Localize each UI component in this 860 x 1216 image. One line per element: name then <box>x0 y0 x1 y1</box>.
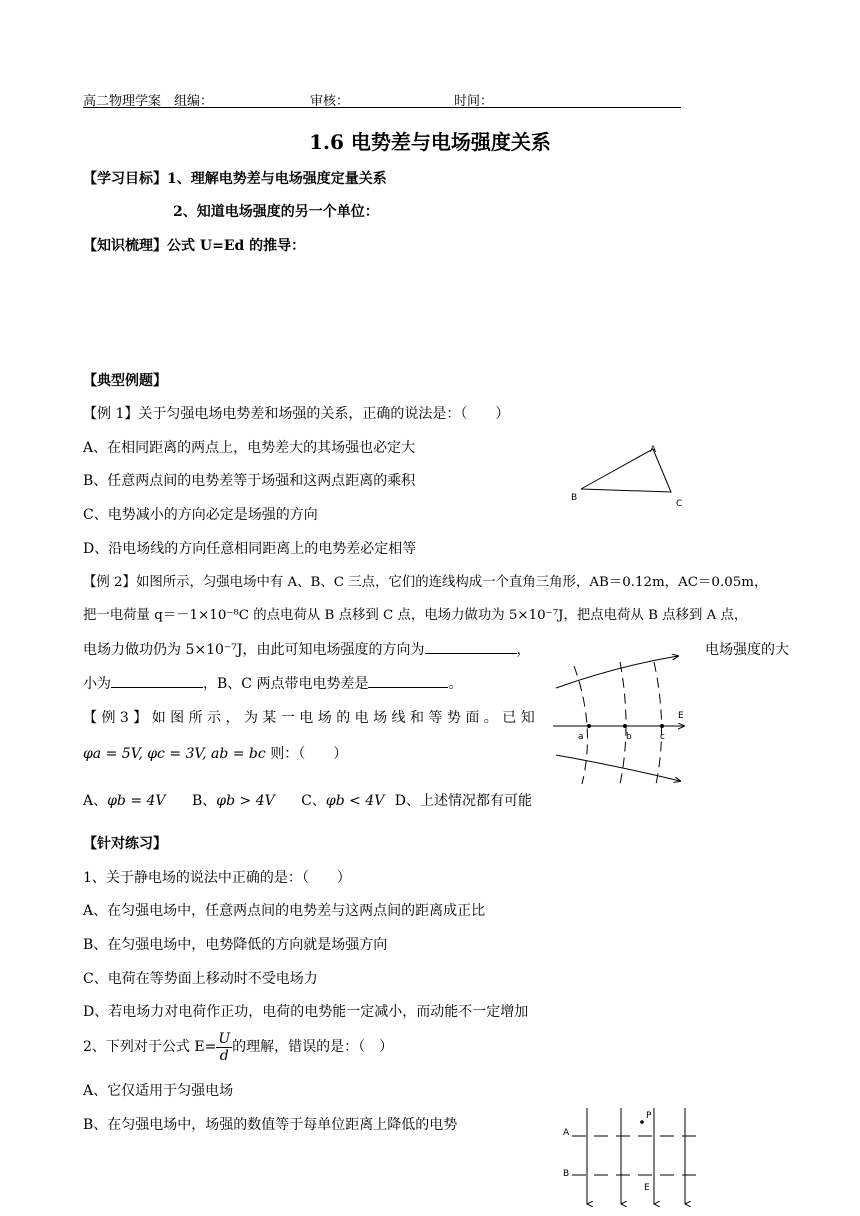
triangle-label-b: B <box>571 493 578 503</box>
q2-stem-pre: 2、下列对于公式 E= <box>83 1039 217 1055</box>
ex1-option-a: A、在相同距离的两点上，电势差大的其场强也必定大 <box>83 440 416 456</box>
header-time: 时间： <box>454 94 494 109</box>
ex1-option-d: D、沿电场线的方向任意相同距离上的电势差必定相等 <box>83 541 417 557</box>
ex3-condition-math: φa = 5V, φc = 3V, ab = bc <box>83 746 266 762</box>
ex3-line1: 【 例 3 】 如 图 所 示 ， 为 某 一 电 场 的 电 场 线 和 等 势 面 。 已 知 <box>83 710 535 726</box>
ex2-line3-text: 电场力做功仍为 5×10⁻⁷J，由此可知电场强度的方向为 <box>83 642 425 658</box>
point-c-label: c <box>660 732 665 742</box>
answer-blank-potential[interactable] <box>368 687 448 688</box>
ex3-options <box>83 792 532 810</box>
ex2-line3-tail: 电场强度的大 <box>705 642 789 658</box>
objectives-label: 【学习目标】 <box>83 171 167 187</box>
field-lines-figure <box>548 658 693 786</box>
objectives-line1 <box>83 170 387 188</box>
q1-option-a: A、在匀强电场中，任意两点间的电势差与这两点间的距离成正比 <box>83 903 486 919</box>
ex3-option-a: φb = 4V <box>107 793 166 809</box>
triangle-label-a: A <box>650 445 657 455</box>
ex2-line4-mid: ，B、C 两点带电电势差是 <box>203 676 369 692</box>
ex1-option-b: B、任意两点间的电势差等于场强和这两点距离的乘积 <box>83 473 416 489</box>
answer-blank-direction[interactable] <box>425 653 517 654</box>
objective-2: 2、知道电场强度的另一个单位： <box>173 204 379 220</box>
point-a-label: a <box>578 732 584 742</box>
q1-option-c: C、电荷在等势面上移动时不受电场力 <box>83 971 318 987</box>
ex3-condition <box>83 745 347 763</box>
ex2-line3 <box>83 641 531 659</box>
answer-blank-magnitude[interactable] <box>111 687 203 688</box>
header-left: 高二物理学案 组编： <box>83 94 214 109</box>
ex1-stem: 【例 1】关于匀强电场电势差和场强的关系，正确的说法是：（ ） <box>83 406 510 422</box>
grid-label-a: A <box>563 1128 570 1138</box>
grid-label-b: B <box>563 1169 570 1179</box>
ex1-option-c: C、电势减小的方向必定是场强的方向 <box>83 507 318 523</box>
ex2-line1: 【例 2】如图所示，匀强电场中有 A、B、C 三点，它们的连线构成一个直角三角形，AB＝0.12m，AC＝0.05m， <box>83 575 768 590</box>
ex2-line4-text: 小为 <box>83 676 111 692</box>
ex3-option-c: φb < 4V <box>325 793 385 809</box>
q1-option-b: B、在匀强电场中，电势降低的方向就是场强方向 <box>83 937 388 953</box>
page-header <box>83 90 681 108</box>
objective-1: 1、理解电势差与电场强度定量关系 <box>167 171 387 187</box>
grid-label-e: E <box>644 1183 650 1193</box>
examples-heading: 【典型例题】 <box>83 373 167 389</box>
ex3-option-d: D、上述情况都有可能 <box>394 793 532 809</box>
point-b-label: b <box>626 732 632 742</box>
ex3-option-b: φb > 4V <box>216 793 275 809</box>
ex2-period: 。 <box>448 676 463 692</box>
field-e-label: E <box>678 711 684 721</box>
practice-heading: 【针对练习】 <box>83 836 167 852</box>
q1-stem: 1、关于静电场的说法中正确的是：（ ） <box>83 870 351 886</box>
knowledge-line <box>83 237 305 255</box>
formula-fraction <box>216 1031 232 1064</box>
q2-option-b: B、在匀强电场中，场强的数值等于每单位距离上降低的电势 <box>83 1117 458 1133</box>
q2-option-a: A、它仅适用于匀强电场 <box>83 1083 234 1099</box>
triangle-label-c: C <box>676 499 683 509</box>
ex3-option-b-label: B、 <box>192 793 217 809</box>
ex3-condition-tail: 则：（ ） <box>265 746 348 762</box>
knowledge-label: 【知识梳理】 <box>83 238 167 254</box>
ex2-line2: 把一电荷量 q＝－1×10⁻⁸C 的点电荷从 B 点移到 C 点，电场力做功为 5×10⁻⁷J，把点电荷从 B 点移到 A 点， <box>83 608 748 623</box>
ex3-option-c-label: C、 <box>301 793 326 809</box>
ex2-comma: ， <box>516 642 531 658</box>
q2-stem-post: 的理解，错误的是：（ ） <box>232 1039 394 1055</box>
grid-label-p: P <box>646 1111 652 1121</box>
header-review: 审核： <box>310 94 350 109</box>
grid-figure <box>560 1108 700 1213</box>
q2-stem <box>83 1030 393 1064</box>
ex2-line4 <box>83 675 462 693</box>
triangle-figure <box>568 442 693 512</box>
ex3-option-a-label: A、 <box>83 793 108 809</box>
page-title: 1.6 电势差与电场强度关系 <box>309 130 551 154</box>
q1-option-d: D、若电场力对电荷作正功，电荷的电势能一定减小，而动能不一定增加 <box>83 1004 529 1020</box>
fraction-numerator: U <box>218 1030 231 1047</box>
knowledge-text: 公式 U=Ed 的推导： <box>167 238 306 254</box>
fraction-denominator: d <box>219 1047 229 1064</box>
